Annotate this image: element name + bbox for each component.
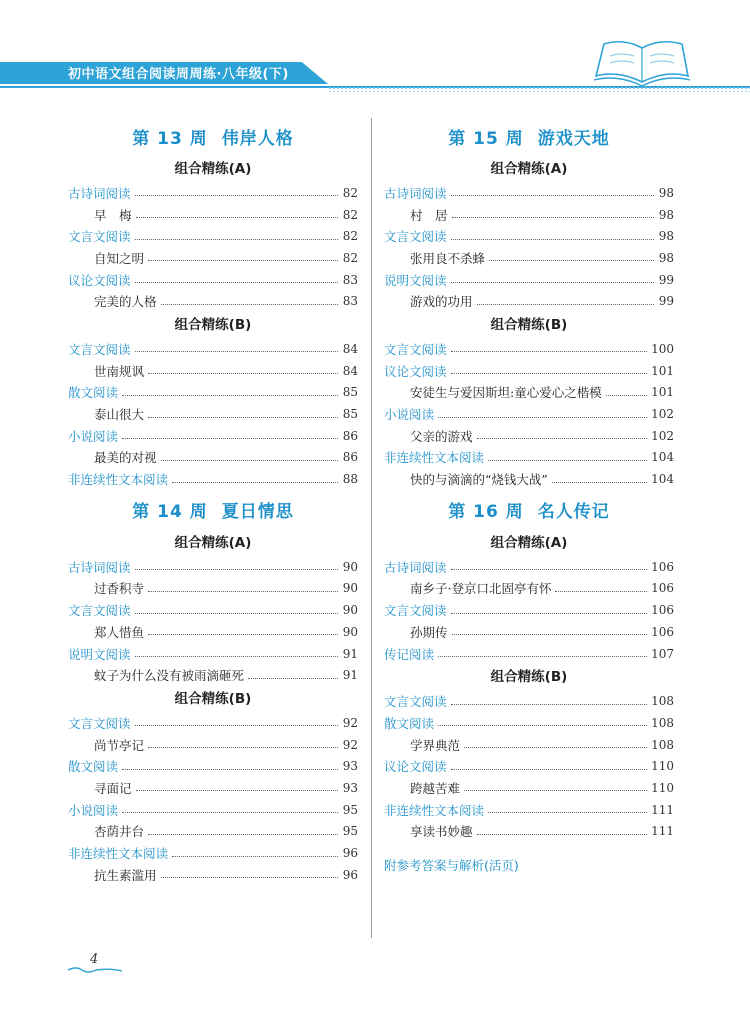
toc-category-entry[interactable] bbox=[68, 182, 358, 204]
leader-dots bbox=[136, 217, 338, 218]
entry-page: 98 bbox=[658, 229, 674, 244]
entry-title: 文言文阅读 bbox=[384, 694, 447, 710]
leader-dots bbox=[451, 351, 648, 352]
entry-page: 86 bbox=[342, 450, 358, 465]
entry-title: 小说阅读 bbox=[384, 407, 435, 423]
entry-page: 85 bbox=[342, 385, 358, 400]
entry-page: 83 bbox=[342, 294, 358, 309]
toc-left-column bbox=[68, 116, 358, 886]
exercise-group-label: 组合精练(A) bbox=[490, 161, 568, 177]
entry-title: 早 梅 bbox=[94, 207, 132, 223]
entry-page: 111 bbox=[651, 802, 674, 817]
entry-page: 111 bbox=[651, 824, 674, 839]
entry-title: 郑人惜鱼 bbox=[94, 624, 145, 640]
entry-page: 98 bbox=[658, 250, 674, 265]
leader-dots bbox=[148, 417, 338, 418]
entry-page: 108 bbox=[651, 694, 674, 709]
week-title: 伟岸人格 bbox=[221, 128, 294, 149]
leader-dots bbox=[477, 438, 648, 439]
entry-title: 文言文阅读 bbox=[384, 341, 447, 357]
leader-dots bbox=[438, 725, 647, 726]
exercise-group-label: 组合精练(B) bbox=[174, 691, 252, 708]
entry-title: 世南规讽 bbox=[94, 363, 145, 379]
entry-title: 文言文阅读 bbox=[384, 603, 447, 619]
entry-title: 尚节亭记 bbox=[94, 737, 145, 753]
toc-title-entry[interactable] bbox=[68, 247, 358, 269]
entry-page: 102 bbox=[651, 407, 674, 422]
leader-dots bbox=[451, 613, 648, 614]
entry-page: 84 bbox=[342, 341, 358, 356]
toc-category-entry[interactable] bbox=[68, 799, 358, 821]
entry-title: 议论文阅读 bbox=[68, 272, 131, 288]
toc-title-entry[interactable] bbox=[384, 777, 674, 799]
leader-dots bbox=[552, 482, 647, 483]
week-title: 夏日情思 bbox=[221, 502, 294, 523]
toc-category-entry[interactable] bbox=[384, 599, 674, 621]
entry-page: 99 bbox=[658, 294, 674, 309]
entry-page: 85 bbox=[342, 407, 358, 422]
exercise-group-label: 组合精练(B) bbox=[490, 669, 568, 686]
toc-category-entry[interactable] bbox=[384, 269, 674, 291]
leader-dots bbox=[135, 282, 338, 283]
toc-category-entry[interactable] bbox=[384, 182, 674, 204]
entry-page: 90 bbox=[342, 581, 358, 596]
toc-title-entry[interactable] bbox=[384, 204, 674, 226]
leader-dots bbox=[135, 725, 338, 726]
toc-category-entry[interactable] bbox=[68, 643, 358, 665]
toc-title-entry[interactable] bbox=[68, 734, 358, 756]
entry-page: 99 bbox=[658, 272, 674, 287]
entry-title: 寻面记 bbox=[94, 780, 132, 796]
leader-dots bbox=[451, 704, 648, 705]
entry-title: 游戏的功用 bbox=[410, 294, 473, 310]
leader-dots bbox=[136, 790, 338, 791]
leader-dots bbox=[148, 373, 338, 374]
leader-dots bbox=[122, 812, 338, 813]
week-heading bbox=[68, 116, 358, 156]
toc-category-entry[interactable] bbox=[384, 360, 674, 382]
leader-dots bbox=[451, 195, 654, 196]
toc-title-entry[interactable] bbox=[68, 578, 358, 600]
leader-dots bbox=[438, 417, 647, 418]
week-number: 第 15 周 bbox=[448, 128, 524, 149]
toc-category-entry[interactable] bbox=[68, 712, 358, 734]
leader-dots bbox=[555, 591, 647, 592]
leader-dots bbox=[477, 304, 654, 305]
entry-page: 106 bbox=[651, 603, 674, 618]
toc-title-entry[interactable] bbox=[68, 621, 358, 643]
toc-category-entry[interactable] bbox=[384, 447, 674, 469]
entry-page: 96 bbox=[342, 846, 358, 861]
leader-dots bbox=[148, 260, 338, 261]
entry-title: 快的与滴滴的“烧钱大战” bbox=[410, 472, 548, 488]
entry-title: 非连续性文本阅读 bbox=[68, 472, 169, 488]
leader-dots bbox=[148, 747, 338, 748]
entry-title: 散文阅读 bbox=[68, 385, 119, 401]
entry-page: 86 bbox=[342, 428, 358, 443]
entry-page: 106 bbox=[651, 559, 674, 574]
entry-page: 91 bbox=[342, 646, 358, 661]
entry-title: 散文阅读 bbox=[384, 715, 435, 731]
leader-dots bbox=[464, 747, 647, 748]
leader-dots bbox=[148, 834, 338, 835]
toc-category-entry[interactable] bbox=[384, 403, 674, 425]
exercise-group-label: 组合精练(B) bbox=[174, 317, 252, 334]
entry-title: 文言文阅读 bbox=[68, 341, 131, 357]
toc-category-entry[interactable] bbox=[384, 755, 674, 777]
toc-title-entry[interactable] bbox=[384, 468, 674, 490]
entry-title: 文言文阅读 bbox=[68, 229, 131, 245]
toc-title-entry[interactable] bbox=[384, 382, 674, 404]
toc-category-entry[interactable] bbox=[384, 690, 674, 712]
exercise-group-label: 组合精练(A) bbox=[490, 534, 568, 551]
appendix-note[interactable]: 附参考答案与解析(活页) bbox=[384, 858, 519, 874]
entry-page: 110 bbox=[651, 759, 674, 774]
entry-page: 82 bbox=[342, 207, 358, 222]
toc-category-entry[interactable] bbox=[384, 556, 674, 578]
entry-title: 泰山很大 bbox=[94, 407, 145, 423]
entry-page: 82 bbox=[342, 185, 358, 200]
entry-title: 孙期传 bbox=[410, 624, 448, 640]
entry-page: 92 bbox=[342, 715, 358, 730]
leader-dots bbox=[477, 834, 648, 835]
entry-page: 90 bbox=[342, 624, 358, 639]
leader-dots bbox=[451, 239, 654, 240]
toc-category-entry[interactable] bbox=[68, 269, 358, 291]
toc-category-entry[interactable] bbox=[384, 799, 674, 821]
entry-title: 文言文阅读 bbox=[68, 715, 131, 731]
entry-title: 古诗词阅读 bbox=[384, 559, 447, 575]
toc-title-entry[interactable] bbox=[384, 621, 674, 643]
entry-page: 98 bbox=[658, 207, 674, 222]
entry-title: 古诗词阅读 bbox=[68, 559, 131, 575]
week-heading bbox=[384, 116, 674, 156]
week-title: 名人传记 bbox=[537, 502, 610, 523]
toc-category-entry[interactable] bbox=[384, 225, 674, 247]
entry-title: 文言文阅读 bbox=[68, 603, 131, 619]
entry-title: 享读书妙趣 bbox=[410, 824, 473, 840]
leader-dots bbox=[135, 656, 338, 657]
entry-title: 张用良不杀蜂 bbox=[410, 250, 486, 266]
leader-dots bbox=[438, 656, 647, 657]
toc-category-entry[interactable] bbox=[384, 643, 674, 665]
exercise-group-label: 组合精练(A) bbox=[174, 161, 252, 177]
week-heading bbox=[384, 490, 674, 530]
leader-dots bbox=[464, 790, 647, 791]
entry-title: 小说阅读 bbox=[68, 802, 119, 818]
leader-dots bbox=[135, 613, 338, 614]
toc-category-entry[interactable] bbox=[68, 468, 358, 490]
entry-title: 安徒生与爱因斯坦:童心爱心之楷模 bbox=[410, 385, 602, 401]
exercise-group-label: 组合精练(A) bbox=[174, 534, 252, 551]
entry-title: 非连续性文本阅读 bbox=[68, 846, 169, 862]
entry-title: 南乡子·登京口北固亭有怀 bbox=[410, 581, 552, 597]
entry-title: 村 居 bbox=[410, 207, 448, 223]
entry-title: 文言文阅读 bbox=[384, 229, 447, 245]
toc-category-entry[interactable] bbox=[68, 382, 358, 404]
leader-dots bbox=[135, 351, 338, 352]
entry-page: 106 bbox=[651, 624, 674, 639]
toc-title-entry[interactable] bbox=[384, 734, 674, 756]
entry-title: 非连续性文本阅读 bbox=[384, 802, 485, 818]
toc-title-entry[interactable] bbox=[68, 664, 358, 686]
toc-category-entry[interactable] bbox=[68, 338, 358, 360]
entry-title: 过香积寺 bbox=[94, 581, 145, 597]
entry-page: 98 bbox=[658, 185, 674, 200]
leader-dots bbox=[451, 282, 654, 283]
week-heading bbox=[68, 490, 358, 530]
entry-title: 说明文阅读 bbox=[68, 646, 131, 662]
toc-title-entry[interactable] bbox=[68, 821, 358, 843]
entry-title: 最美的对视 bbox=[94, 450, 157, 466]
page-footer bbox=[66, 950, 126, 980]
leader-dots bbox=[148, 591, 338, 592]
leader-dots bbox=[606, 395, 647, 396]
leader-dots bbox=[488, 460, 647, 461]
leader-dots bbox=[488, 812, 647, 813]
entry-page: 107 bbox=[651, 646, 674, 661]
toc-category-entry[interactable] bbox=[68, 599, 358, 621]
toc-title-entry[interactable] bbox=[68, 864, 358, 886]
entry-title: 父亲的游戏 bbox=[410, 428, 473, 444]
leader-dots bbox=[135, 195, 338, 196]
toc-title-entry[interactable] bbox=[68, 403, 358, 425]
leader-dots bbox=[122, 769, 338, 770]
entry-title: 完美的人格 bbox=[94, 294, 157, 310]
toc-title-entry[interactable] bbox=[384, 290, 674, 312]
entry-page: 95 bbox=[342, 824, 358, 839]
toc-title-entry[interactable] bbox=[68, 777, 358, 799]
entry-title: 说明文阅读 bbox=[384, 272, 447, 288]
toc-category-entry[interactable] bbox=[68, 842, 358, 864]
entry-page: 110 bbox=[651, 780, 674, 795]
toc-category-entry[interactable] bbox=[68, 755, 358, 777]
entry-title: 古诗词阅读 bbox=[384, 185, 447, 201]
toc-title-entry[interactable] bbox=[68, 360, 358, 382]
week-number: 第 16 周 bbox=[448, 502, 524, 523]
entry-page: 101 bbox=[651, 363, 674, 378]
entry-page: 84 bbox=[342, 363, 358, 378]
leader-dots bbox=[122, 395, 338, 396]
entry-title: 议论文阅读 bbox=[384, 363, 447, 379]
entry-page: 106 bbox=[651, 581, 674, 596]
toc-category-entry[interactable] bbox=[68, 225, 358, 247]
entry-page: 95 bbox=[342, 802, 358, 817]
week-number: 第 13 周 bbox=[132, 128, 208, 149]
page-number: 4 bbox=[90, 952, 99, 967]
leader-dots bbox=[451, 373, 648, 374]
toc-category-entry[interactable] bbox=[68, 556, 358, 578]
toc-title-entry[interactable] bbox=[384, 247, 674, 269]
leader-dots bbox=[161, 877, 338, 878]
entry-page: 83 bbox=[342, 272, 358, 287]
entry-title: 跨越苦难 bbox=[410, 780, 461, 796]
entry-title: 杏荫井台 bbox=[94, 824, 145, 840]
leader-dots bbox=[451, 769, 648, 770]
entry-page: 100 bbox=[651, 341, 674, 356]
leader-dots bbox=[452, 217, 654, 218]
leader-dots bbox=[122, 438, 338, 439]
toc-title-entry[interactable] bbox=[68, 204, 358, 226]
entry-title: 抗生素滥用 bbox=[94, 867, 157, 883]
open-book-icon bbox=[590, 36, 694, 90]
entry-page: 108 bbox=[651, 737, 674, 752]
leader-dots bbox=[172, 482, 338, 483]
entry-title: 传记阅读 bbox=[384, 646, 435, 662]
entry-title: 散文阅读 bbox=[68, 759, 119, 775]
entry-page: 102 bbox=[651, 428, 674, 443]
entry-title: 议论文阅读 bbox=[384, 759, 447, 775]
entry-page: 96 bbox=[342, 867, 358, 882]
toc-title-entry[interactable] bbox=[68, 290, 358, 312]
toc-category-entry[interactable] bbox=[384, 712, 674, 734]
leader-dots bbox=[161, 304, 338, 305]
toc-title-entry[interactable] bbox=[384, 425, 674, 447]
exercise-group-label: 组合精练(B) bbox=[490, 317, 568, 334]
leader-dots bbox=[161, 460, 338, 461]
entry-page: 93 bbox=[342, 780, 358, 795]
footer-swash-ornament bbox=[66, 964, 124, 974]
leader-dots bbox=[135, 239, 338, 240]
leader-dots bbox=[452, 634, 648, 635]
toc-category-entry[interactable] bbox=[384, 338, 674, 360]
week-number: 第 14 周 bbox=[132, 502, 208, 523]
entry-page: 104 bbox=[651, 472, 674, 487]
leader-dots bbox=[148, 634, 338, 635]
leader-dots bbox=[451, 569, 648, 570]
toc-title-entry[interactable] bbox=[384, 821, 674, 843]
entry-page: 90 bbox=[342, 603, 358, 618]
leader-dots bbox=[172, 856, 338, 857]
entry-page: 104 bbox=[651, 450, 674, 465]
entry-title: 蚊子为什么没有被雨滴砸死 bbox=[94, 668, 245, 684]
entry-page: 82 bbox=[342, 229, 358, 244]
entry-title: 学界典范 bbox=[410, 737, 461, 753]
leader-dots bbox=[135, 569, 338, 570]
week-title: 游戏天地 bbox=[537, 128, 610, 149]
toc-title-entry[interactable] bbox=[68, 447, 358, 469]
entry-page: 108 bbox=[651, 715, 674, 730]
entry-page: 88 bbox=[342, 472, 358, 487]
entry-page: 82 bbox=[342, 250, 358, 265]
entry-page: 92 bbox=[342, 737, 358, 752]
entry-title: 古诗词阅读 bbox=[68, 185, 131, 201]
entry-page: 91 bbox=[342, 668, 358, 683]
entry-page: 90 bbox=[342, 559, 358, 574]
toc-category-entry[interactable] bbox=[68, 425, 358, 447]
book-title: 初中语文组合阅读周周练·八年级(下) bbox=[68, 67, 289, 82]
entry-title: 小说阅读 bbox=[68, 428, 119, 444]
toc-right-column bbox=[384, 116, 674, 874]
entry-page: 93 bbox=[342, 759, 358, 774]
toc-title-entry[interactable] bbox=[384, 578, 674, 600]
leader-dots bbox=[248, 678, 338, 679]
entry-title: 非连续性文本阅读 bbox=[384, 450, 485, 466]
column-divider bbox=[371, 118, 372, 938]
entry-page: 101 bbox=[651, 385, 674, 400]
leader-dots bbox=[489, 260, 654, 261]
entry-title: 自知之明 bbox=[94, 250, 145, 266]
